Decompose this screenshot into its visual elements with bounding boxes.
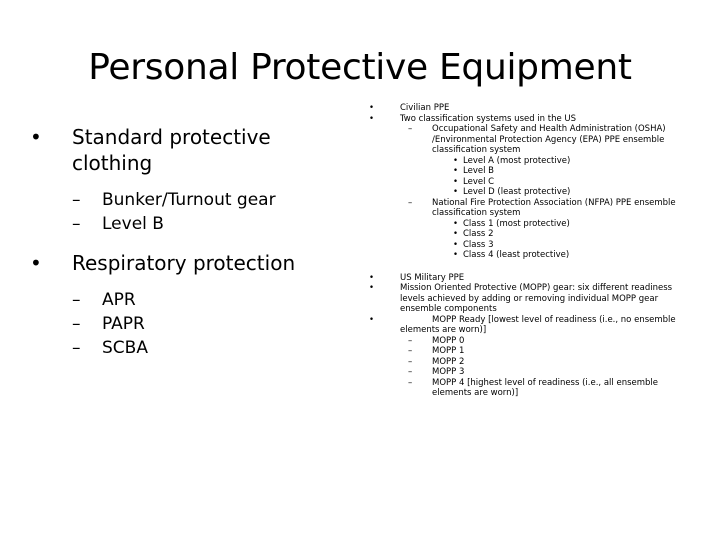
dash-glyph: –	[408, 124, 413, 134]
dash-glyph: –	[72, 290, 81, 310]
bullet-glyph: •	[369, 103, 375, 113]
bullet-glyph: •	[369, 283, 375, 293]
bullet-glyph: •	[453, 166, 459, 176]
bullet-glyph: •	[453, 239, 459, 250]
sub-item-label: Level B	[102, 214, 164, 234]
sub-item-label: PAPR	[102, 314, 145, 334]
sub-item	[72, 288, 330, 312]
dash-glyph: –	[408, 367, 413, 377]
bullet-glyph: •	[453, 176, 459, 187]
nfpa-class: • Class 2	[453, 229, 494, 239]
bullet-glyph: •	[369, 113, 375, 124]
sub-item-label: SCBA	[102, 338, 148, 358]
slide-title: Personal Protective Equipment	[88, 47, 632, 88]
sub-item	[72, 188, 330, 212]
sub-list	[30, 188, 330, 236]
right-column	[360, 103, 690, 399]
bullet-glyph: •	[453, 229, 459, 239]
sub-item-label: Bunker/Turnout gear	[102, 190, 276, 210]
left-column	[30, 124, 330, 368]
dash-glyph: –	[408, 356, 413, 367]
mopp-ready: • MOPP Ready [lowest level of readiness (i.e., no ensemble elements are worn)]	[369, 314, 676, 335]
dash-glyph: –	[72, 338, 81, 358]
sub-list	[30, 288, 330, 360]
mopp-level: – MOPP 1	[408, 346, 465, 356]
mopp-intro: • Mission Oriented Protective (MOPP) gear: six different readiness levels achieved by adding or removing individual MOPP gear ensemble components	[369, 283, 673, 314]
bullet-glyph: •	[453, 218, 459, 229]
sub-item	[72, 336, 330, 360]
bullet-label: Standard protective clothing	[72, 125, 271, 175]
bullet-item	[30, 250, 330, 276]
bullet-glyph: •	[30, 125, 42, 149]
nfpa-class: • Class 4 (least protective)	[453, 250, 570, 260]
military-heading: • US Military PPE	[369, 272, 465, 283]
dash-glyph: –	[72, 214, 81, 234]
sub-item	[72, 212, 330, 236]
bullet-label: Respiratory protection	[72, 251, 296, 275]
dash-glyph: –	[408, 335, 413, 346]
bullet-glyph: •	[453, 155, 459, 166]
bullet-glyph: •	[369, 272, 375, 283]
bullet-glyph: •	[453, 250, 459, 260]
nfpa-system: – National Fire Protection Association (NFPA) PPE ensemble classification system	[408, 197, 676, 218]
sub-item-label: APR	[102, 290, 136, 310]
dash-glyph: –	[408, 377, 413, 388]
dash-glyph: –	[408, 197, 413, 208]
osha-level: • Level B	[453, 166, 494, 176]
bullet-glyph: •	[30, 251, 42, 275]
nfpa-class: • Class 1 (most protective)	[453, 218, 570, 229]
mopp-level: – MOPP 3	[408, 367, 465, 377]
sub-item	[72, 312, 330, 336]
osha-system: – Occupational Safety and Health Administration (OSHA) /Environmental Protection Agency (EPA) PPE ensemble classification system	[408, 124, 666, 155]
nfpa-class: • Class 3	[453, 239, 494, 250]
dash-glyph: –	[72, 190, 81, 210]
osha-level: • Level A (most protective)	[453, 155, 571, 166]
dash-glyph: –	[408, 346, 413, 356]
mopp-level: – MOPP 0	[408, 335, 465, 346]
mopp-level: – MOPP 2	[408, 356, 465, 367]
civilian-intro: • Two classification systems used in the US	[369, 113, 577, 124]
osha-level: • Level C	[453, 176, 495, 187]
civilian-heading: • Civilian PPE	[369, 103, 450, 113]
mopp-level: – MOPP 4 [highest level of readiness (i.e., all ensemble elements are worn)]	[408, 377, 659, 398]
dash-glyph: –	[72, 314, 81, 334]
bullet-item	[30, 124, 330, 176]
bullet-glyph: •	[453, 187, 459, 197]
osha-level: • Level D (least protective)	[453, 187, 571, 197]
bullet-glyph: •	[369, 314, 375, 325]
